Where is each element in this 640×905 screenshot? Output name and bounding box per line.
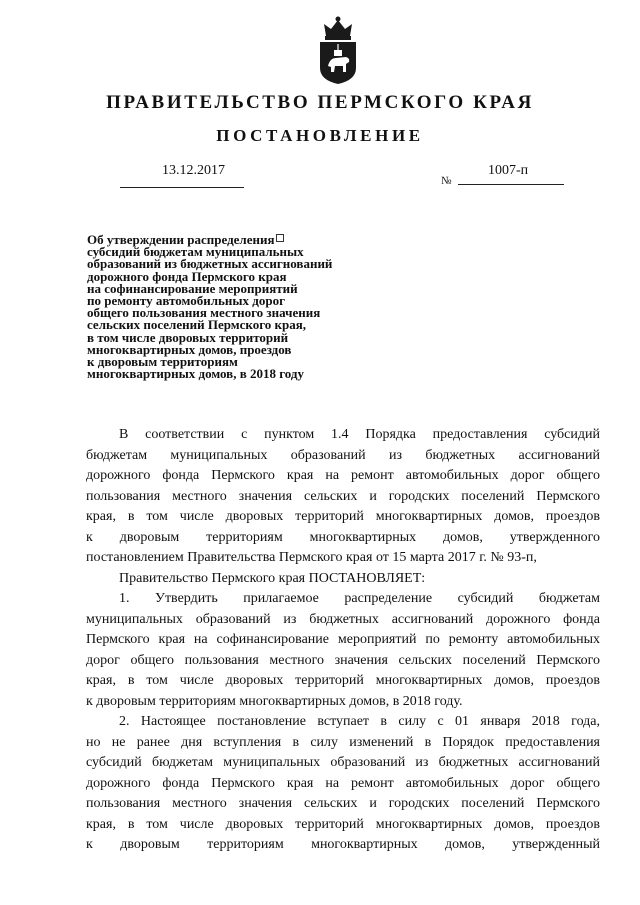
coat-of-arms-emblem <box>316 14 360 86</box>
body-line: 2. Настоящее постановление вступает в силу с 01 января 2018 года, <box>119 714 600 729</box>
subject-line: образований из бюджетных ассигнований <box>87 256 333 272</box>
body-line: бюджетам муниципальных образований из бюджетных ассигнований <box>86 447 600 463</box>
body-line: к дворовым территориям многоквартирных домов, утвержденного <box>86 529 600 545</box>
body-line: Правительство Пермского края ПОСТАНОВЛЯЕТ: <box>119 570 426 586</box>
number-sign: № <box>441 175 452 187</box>
subject-line: общего пользования местного значения <box>87 305 321 321</box>
body-line: дорожного фонда Пермского края на ремонт автомобильных дорог общего <box>86 468 600 483</box>
body-line: постановлением Правительства Пермского края от 15 марта 2017 г. № 93-п, <box>86 550 537 565</box>
document-type: ПОСТАНОВЛЕНИЕ <box>216 126 424 145</box>
subject-line: к дворовым территориям <box>87 354 238 370</box>
government-title: ПРАВИТЕЛЬСТВО ПЕРМСКОГО КРАЯ <box>106 92 534 113</box>
document-date: 13.12.2017 <box>162 163 225 178</box>
body-line: края, в том числе дворовых территорий многоквартирных домов, проездов <box>86 509 600 524</box>
body-line: 1. Утвердить прилагаемое распределение субсидий бюджетам <box>119 591 600 606</box>
subject-line: сельских поселений Пермского края, <box>87 317 307 333</box>
body-line: к дворовым территориям многоквартирных домов, в 2018 году. <box>86 693 463 709</box>
number-underline <box>458 184 564 185</box>
document-number: 1007-п <box>488 163 529 178</box>
subject-line: Об утверждении распределения <box>87 234 387 246</box>
body-line: края, в том числе дворовых территорий многоквартирных домов, проездов <box>86 816 600 832</box>
body-line: субсидий бюджетам муниципальных образований из бюджетных ассигнований <box>86 755 600 770</box>
body-line: пользования местного значения сельских и городских поселений Пермского <box>86 796 600 811</box>
body-line: края, в том числе дворовых территорий многоквартирных домов, проездов <box>86 673 600 688</box>
corner-mark-icon <box>276 234 284 242</box>
body-line: муниципальных образований из бюджетных ассигнований дорожного фонда <box>86 611 600 627</box>
document-body <box>86 425 600 856</box>
body-line: дорог общего пользования местного значения сельских поселений Пермского <box>86 652 600 668</box>
subject-line: в том числе дворовых территорий <box>87 329 289 345</box>
subject-line: субсидий бюджетам муниципальных <box>87 244 304 260</box>
subject-line: многоквартирных домов, в 2018 году <box>87 366 305 382</box>
subject-line: на софинансирование мероприятий <box>87 280 298 296</box>
subject-line: многоквартирных домов, проездов <box>87 341 292 357</box>
subject-line: по ремонту автомобильных дорог <box>87 293 285 309</box>
subject-line: дорожного фонда Пермского края <box>87 268 287 284</box>
body-line: пользования местного значения сельских и городских поселений Пермского <box>86 488 600 504</box>
body-line: В соответствии с пунктом 1.4 Порядка предоставления субсидий <box>119 427 600 442</box>
body-line: дорожного фонда Пермского края на ремонт автомобильных дорог общего <box>86 775 600 791</box>
date-underline <box>120 187 244 188</box>
body-line: Пермского края на софинансирование мероприятий по ремонту автомобильных <box>86 632 600 647</box>
document-subject <box>87 234 387 380</box>
body-line: к дворовым территориям многоквартирных домов, утвержденный <box>86 837 600 852</box>
body-line: но не ранее дня вступления в силу изменений в Порядок предоставления <box>86 734 600 750</box>
